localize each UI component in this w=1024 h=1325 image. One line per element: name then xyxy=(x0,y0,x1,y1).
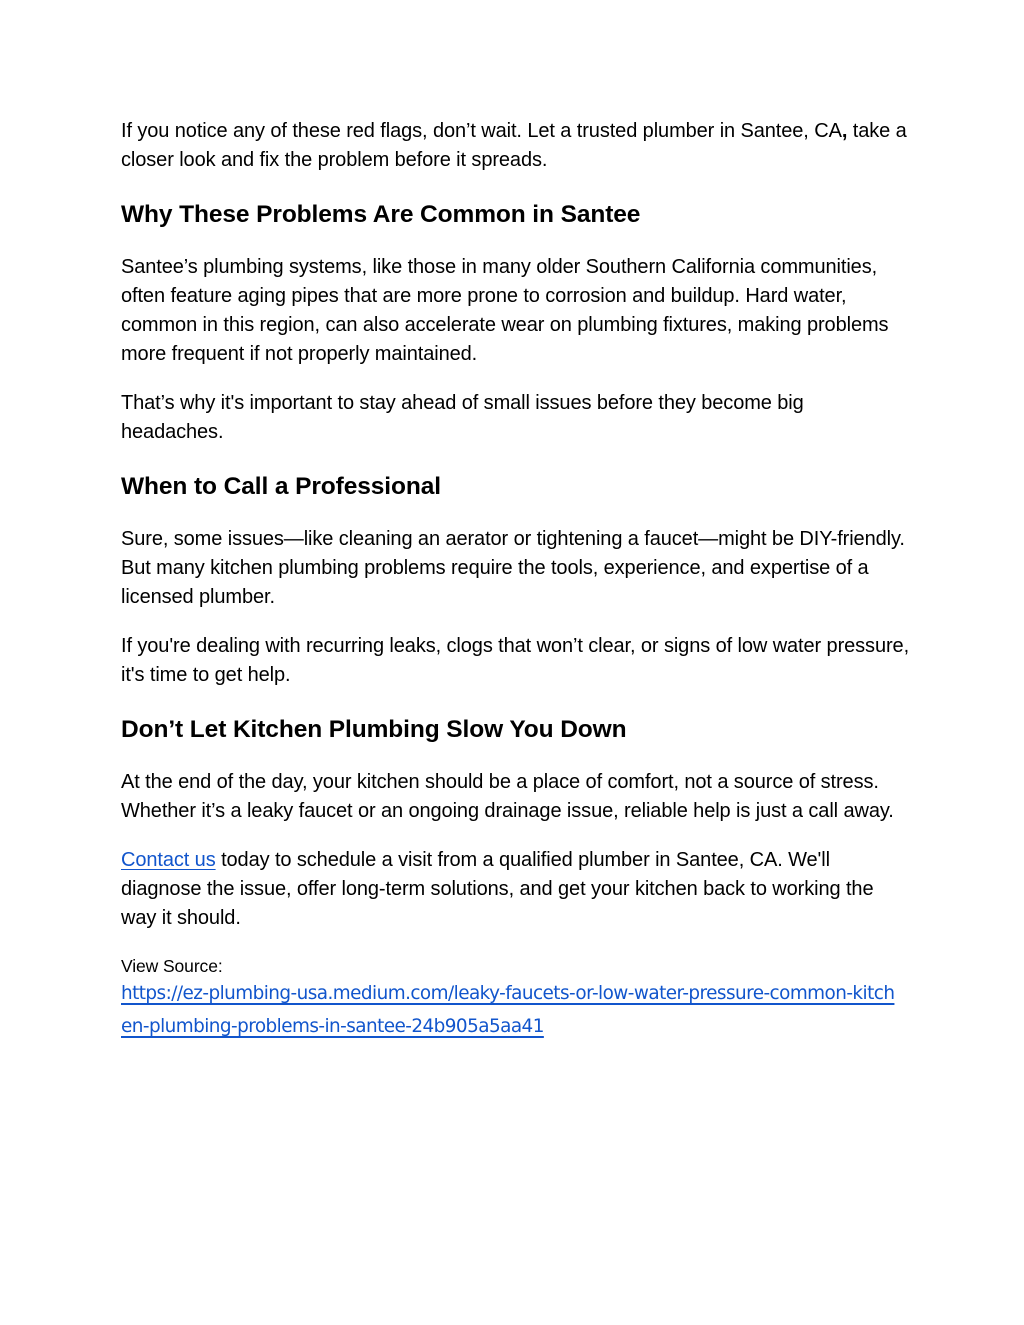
intro-text-continued: take a closer look and fix the problem before it spreads. xyxy=(121,120,907,171)
contact-cta-text: today to schedule a visit from a qualified plumber in Santee, CA. We'll diagnose the issue, offer long-term solutions, and get your kitchen back to working the way it should. xyxy=(121,849,874,929)
section-heading-dont-let-slow: Don’t Let Kitchen Plumbing Slow You Down xyxy=(121,716,627,743)
paragraph-comfort: At the end of the day, your kitchen should be a place of comfort, not a source of stress. Whether it’s a leaky faucet or an ongoing drainage issue, reliable help is just a call away. xyxy=(121,771,894,822)
view-source-label: View Source: xyxy=(121,956,223,976)
contact-us-link[interactable]: Contact us xyxy=(121,849,216,871)
paragraph-diy-vs-pro: Sure, some issues—like cleaning an aerator or tightening a faucet—might be DIY-friendly. But many kitchen plumbing problems require the tools, experience, and expertise of a licensed plumber. xyxy=(121,528,905,608)
intro-bold-comma: , xyxy=(841,120,848,142)
paragraph-get-help: If you're dealing with recurring leaks, clogs that won’t clear, or signs of low water pressure, it's time to get help. xyxy=(121,635,910,686)
document-page xyxy=(121,117,911,1043)
section-heading-why-common: Why These Problems Are Common in Santee xyxy=(121,201,641,228)
paragraph-contact-cta xyxy=(121,846,911,933)
paragraph-stay-ahead: That’s why it's important to stay ahead of small issues before they become big headaches. xyxy=(121,392,804,443)
intro-text: If you notice any of these red flags, don’t wait. Let a trusted plumber in Santee, CA xyxy=(121,120,842,142)
intro-paragraph xyxy=(121,117,911,175)
section-heading-when-to-call: When to Call a Professional xyxy=(121,473,441,500)
paragraph-santee-systems: Santee’s plumbing systems, like those in many older Southern California communities, often feature aging pipes that are more prone to corrosion and buildup. Hard water, common in this region, can also accelerate wear on plumbing fixtures, making problems more frequent if not properly maintained. xyxy=(121,256,889,365)
source-url-link[interactable]: https://ez-plumbing-usa.medium.com/leaky-faucets-or-low-water-pressure-common-kitchen-plumbing-problems-in-santee-24b905a5aa41 xyxy=(121,983,895,1037)
